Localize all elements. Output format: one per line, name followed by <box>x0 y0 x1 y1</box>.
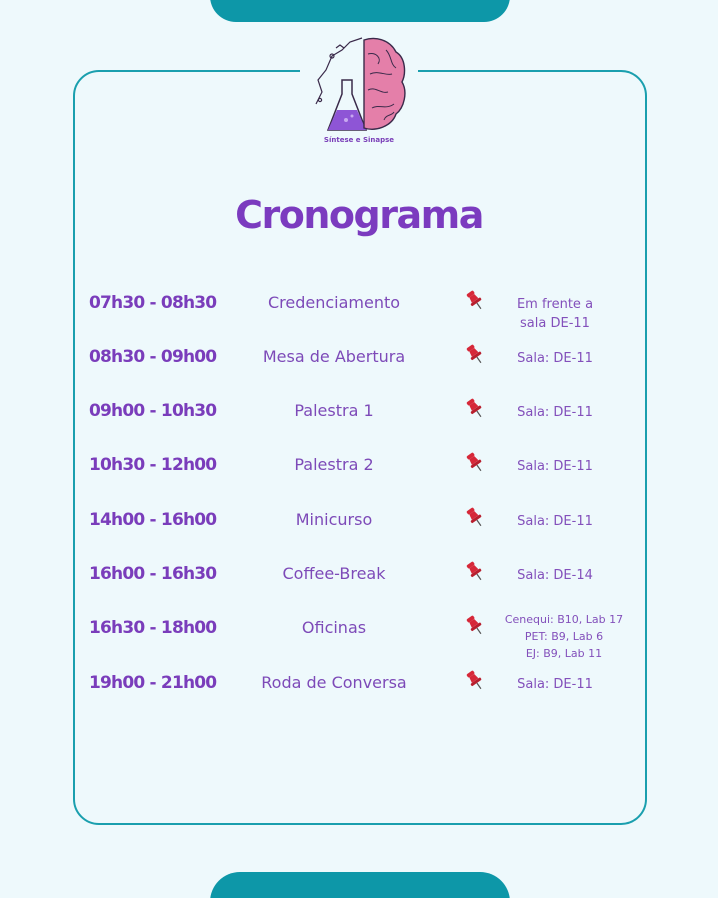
schedule-row <box>0 564 718 604</box>
schedule-location <box>498 611 630 662</box>
schedule-activity: Coffee-Break <box>282 564 386 583</box>
pushpin-icon <box>466 343 486 365</box>
schedule-activity: Oficinas <box>301 618 367 637</box>
schedule-location <box>495 457 615 476</box>
schedule-activity: Roda de Conversa <box>261 673 407 692</box>
pushpin-icon <box>466 289 486 311</box>
schedule-location <box>495 675 615 694</box>
page-title: Cronograma <box>235 193 483 237</box>
schedule-row <box>0 613 718 660</box>
schedule-time: 14h00 - 16h00 <box>89 510 217 530</box>
schedule-activity: Mesa de Abertura <box>262 347 406 366</box>
bottom-tab-decoration <box>210 872 510 898</box>
pushpin-icon <box>466 560 486 582</box>
top-tab-decoration <box>210 0 510 22</box>
schedule-row <box>0 293 718 333</box>
schedule-activity: Palestra 2 <box>294 455 374 474</box>
location-line: Sala: DE-11 <box>517 677 593 692</box>
schedule-activity: Credenciamento <box>267 293 401 312</box>
logo <box>300 30 418 154</box>
schedule-time: 19h00 - 21h00 <box>89 673 217 693</box>
location-line: Sala: DE-11 <box>517 405 593 420</box>
schedule-location <box>495 295 615 333</box>
schedule-time: 16h00 - 16h30 <box>89 564 217 584</box>
location-line: Sala: DE-11 <box>517 459 593 474</box>
schedule-location <box>495 403 615 422</box>
pushpin-icon <box>466 614 486 636</box>
schedule-row <box>0 510 718 550</box>
pushpin-icon <box>466 397 486 419</box>
schedule-row <box>0 347 718 387</box>
location-line: Sala: DE-11 <box>517 514 593 529</box>
schedule-time: 08h30 - 09h00 <box>89 347 217 367</box>
schedule-time: 09h00 - 10h30 <box>89 401 217 421</box>
brand-name: Síntese e Sinapse <box>323 136 395 144</box>
location-line: Em frente a <box>516 297 594 312</box>
schedule-activity: Palestra 1 <box>294 401 374 420</box>
location-line: EJ: B9, Lab 11 <box>525 647 603 660</box>
pushpin-icon <box>466 451 486 473</box>
pushpin-icon <box>466 506 486 528</box>
location-line: Sala: DE-11 <box>517 351 593 366</box>
brain-flask-icon <box>306 34 412 134</box>
pushpin-icon <box>466 669 486 691</box>
schedule-row <box>0 673 718 713</box>
schedule-location <box>495 349 615 368</box>
location-line: PET: B9, Lab 6 <box>524 630 604 643</box>
location-line: Cenequi: B10, Lab 17 <box>504 613 624 626</box>
schedule-time: 07h30 - 08h30 <box>89 293 217 313</box>
schedule-activity: Minicurso <box>295 510 373 529</box>
schedule-location <box>495 566 615 585</box>
schedule-time: 10h30 - 12h00 <box>89 455 217 475</box>
location-line: sala DE-11 <box>520 316 590 331</box>
schedule-time: 16h30 - 18h00 <box>89 618 217 638</box>
schedule-row <box>0 401 718 441</box>
schedule-row <box>0 455 718 495</box>
location-line: Sala: DE-14 <box>517 568 593 583</box>
schedule-location <box>495 512 615 531</box>
